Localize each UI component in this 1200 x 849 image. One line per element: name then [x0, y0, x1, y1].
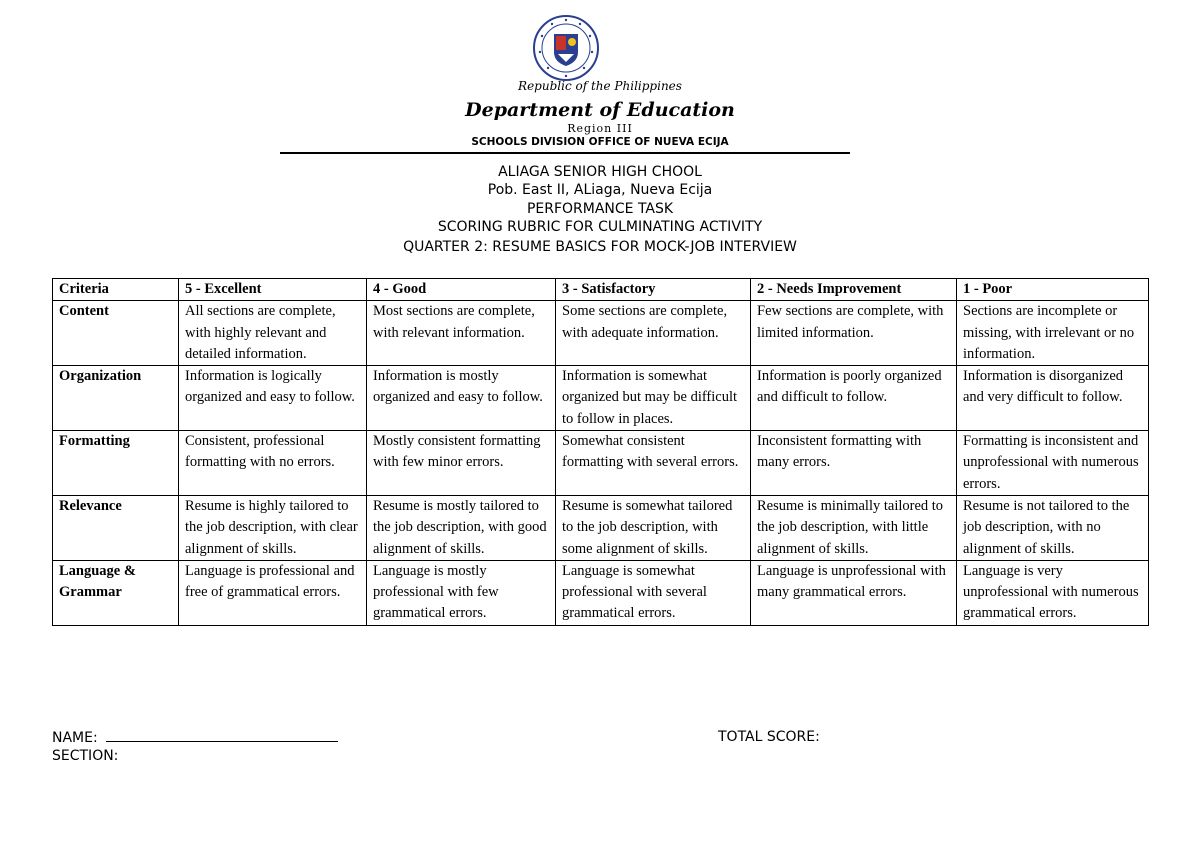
table-cell: Most sections are complete, with relevant information.	[367, 301, 556, 366]
school-address: Pob. East II, ALiaga, Nueva Ecija	[487, 182, 713, 198]
name-blank-line[interactable]	[106, 727, 338, 742]
name-field	[52, 727, 338, 748]
table-cell: Language is somewhat professional with several grammatical errors.	[556, 560, 751, 625]
table-cell: Some sections are complete, with adequate information.	[556, 301, 751, 366]
rubric-title: SCORING RUBRIC FOR CULMINATING ACTIVITY	[437, 219, 763, 235]
task-title: PERFORMANCE TASK	[526, 201, 674, 217]
table-cell: Information is poorly organized and difficult to follow.	[751, 366, 957, 431]
table-cell: Information is disorganized and very difficult to follow.	[957, 366, 1149, 431]
column-header-criteria: Criteria	[53, 279, 179, 301]
name-label: NAME:	[52, 730, 98, 746]
column-header-good: 4 - Good	[367, 279, 556, 301]
total-score-label: TOTAL SCORE:	[718, 729, 820, 745]
table-cell: Language is professional and free of grammatical errors.	[179, 560, 367, 625]
column-header-poor: 1 - Poor	[957, 279, 1149, 301]
table-cell: Few sections are complete, with limited information.	[751, 301, 957, 366]
column-header-excellent: 5 - Excellent	[179, 279, 367, 301]
criteria-cell: Organization	[53, 366, 179, 431]
republic-heading: Republic of the Philippines	[518, 79, 682, 93]
table-cell: Sections are incomplete or missing, with irrelevant or no information.	[957, 301, 1149, 366]
table-cell: Formatting is inconsistent and unprofessional with numerous errors.	[957, 431, 1149, 496]
region-heading: Region III	[567, 122, 633, 135]
table-cell: Resume is minimally tailored to the job description, with little alignment of skills.	[751, 495, 957, 560]
table-cell: Resume is not tailored to the job description, with no alignment of skills.	[957, 495, 1149, 560]
column-header-satisfactory: 3 - Satisfactory	[556, 279, 751, 301]
table-row	[53, 431, 1149, 496]
table-cell: Resume is somewhat tailored to the job description, with some alignment of skills.	[556, 495, 751, 560]
table-cell: Somewhat consistent formatting with several errors.	[556, 431, 751, 496]
rubric-table	[52, 278, 1149, 626]
table-cell: Resume is highly tailored to the job description, with clear alignment of skills.	[179, 495, 367, 560]
deped-seal-logo	[532, 14, 600, 82]
table-row	[53, 560, 1149, 625]
division-heading: SCHOOLS DIVISION OFFICE OF NUEVA ECIJA	[471, 136, 729, 148]
table-cell: Language is mostly professional with few grammatical errors.	[367, 560, 556, 625]
table-row	[53, 495, 1149, 560]
table-cell: Mostly consistent formatting with few minor errors.	[367, 431, 556, 496]
table-cell: Language is very unprofessional with numerous grammatical errors.	[957, 560, 1149, 625]
criteria-cell: Relevance	[53, 495, 179, 560]
criteria-cell: Formatting	[53, 431, 179, 496]
department-heading: Department of Education	[465, 99, 735, 121]
table-cell: Information is logically organized and easy to follow.	[179, 366, 367, 431]
section-label: SECTION:	[52, 748, 119, 764]
criteria-cell: Language & Grammar	[53, 560, 179, 625]
table-cell: Language is unprofessional with many grammatical errors.	[751, 560, 957, 625]
column-header-needs-improvement: 2 - Needs Improvement	[751, 279, 957, 301]
quarter-title: QUARTER 2: RESUME BASICS FOR MOCK-JOB INTERVIEW	[403, 239, 797, 255]
table-header-row	[53, 279, 1149, 301]
header-divider	[280, 152, 850, 154]
table-cell: Resume is mostly tailored to the job description, with good alignment of skills.	[367, 495, 556, 560]
table-cell: Consistent, professional formatting with no errors.	[179, 431, 367, 496]
criteria-cell: Content	[53, 301, 179, 366]
table-row	[53, 301, 1149, 366]
table-cell: Information is mostly organized and easy to follow.	[367, 366, 556, 431]
table-cell: Information is somewhat organized but may be difficult to follow in places.	[556, 366, 751, 431]
table-cell: Inconsistent formatting with many errors.	[751, 431, 957, 496]
school-name: ALIAGA SENIOR HIGH CHOOL	[498, 164, 702, 180]
table-cell: All sections are complete, with highly relevant and detailed information.	[179, 301, 367, 366]
table-row	[53, 366, 1149, 431]
